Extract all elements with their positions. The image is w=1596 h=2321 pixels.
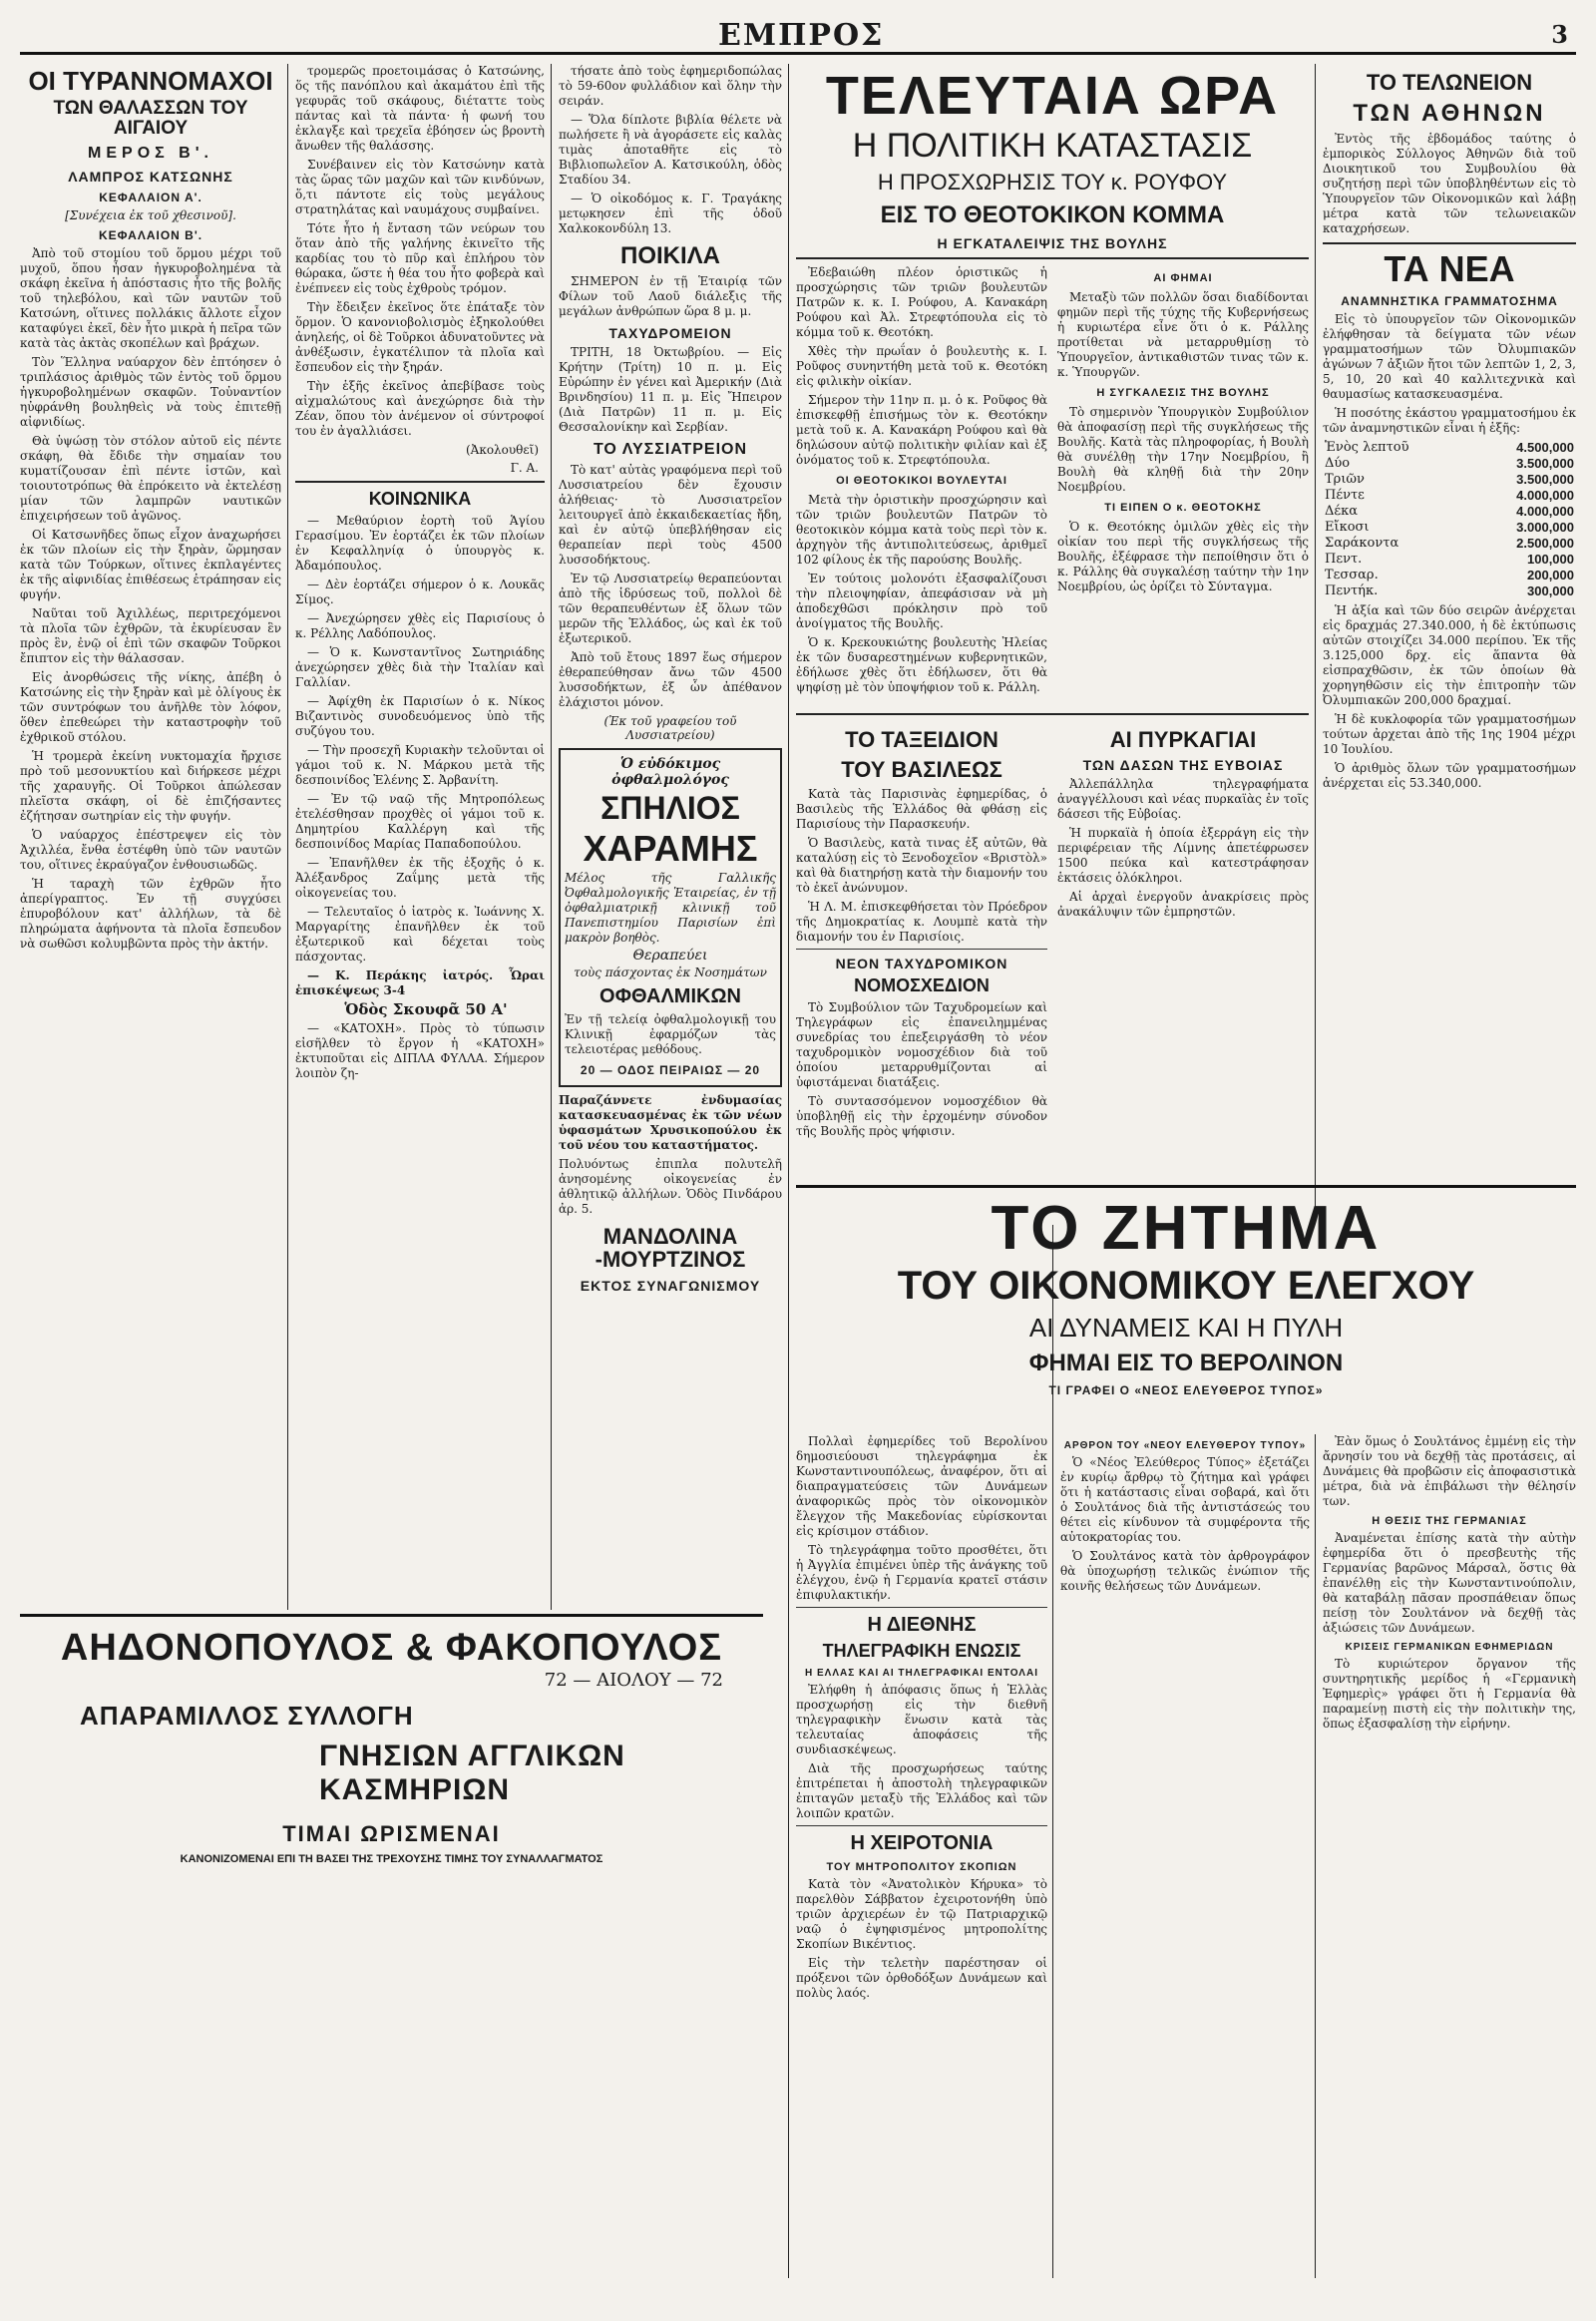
paragraph: Χθὲς τὴν πρωΐαν ὁ βουλευτὴς κ. Ι. Ροῦφος συνηντήθη μετὰ τοῦ κ. Θεοτόκη εἰς φιλικὴν οἰκίαν. (796, 344, 1047, 389)
stamp-quantity: 3.000,000 (1516, 519, 1574, 535)
vouleutai-heading: ΟΙ ΘΕΟΤΟΚΙΚΟΙ ΒΟΥΛΕΥΤΑΙ (836, 475, 1007, 488)
paragraph: Ἀναμένεται ἐπίσης κατὰ τὴν αὐτὴν ἐφημερίδα ὅτι ὁ πρεσβευτὴς τῆς Γερμανίας βαρῶνος Μάρσαλ, ὅστις θὰ ἐπανέλθῃ εἰς τὴν Κωνσταντινούπολιν, θὰ καταβάλῃ πᾶσαν προσπάθειαν ὅπως πείσῃ τὸν Σουλτάνον νὰ δεχθῇ τὰς ἀξιώσεις τῶν Δυνάμεων. (1323, 1531, 1576, 1635)
column-rule (287, 64, 288, 1610)
divider (796, 1825, 1047, 1826)
stamp-quantity: 2.500,000 (1516, 535, 1574, 551)
ad-name-2: ΧΑΡΑΜΗΣ (583, 827, 758, 869)
zitima-deck-2: ΦΗΜΑΙ ΕΙΣ ΤΟ ΒΕΡΟΛΙΝΟΝ (1028, 1350, 1344, 1377)
germany-body (1323, 1531, 1576, 1636)
eipen-heading: ΤΙ ΕΙΠΕΝ Ο κ. ΘΕΟΤΟΚΗΣ (1104, 502, 1262, 515)
paragraph: Συνέβαινεν εἰς τὸν Κατσώνην κατὰ τὰς ὥρας τῶν μαχῶν καὶ τῶν κινδύνων, ὅ,τι πάντοτε εἰς τοὺς μεγάλους στρατηλάτας καὶ ναυμάχους συμβαίνει. (295, 158, 545, 216)
paragraph: Ἡ τρομερὰ ἐκείνη νυκτομαχία ἤρχισε πρὸ τοῦ μεσονυκτίου καὶ διήρκεσε μέχρι τῆς χαραυγῆς. Οἱ Τοῦρκοι ἀπώλεσαν πλεῖστα σκάφη, οἱ δὲ ἐπιζήσαντες ἐζήτησαν σωτηρίαν εἰς τὴν φυγήν. (20, 749, 281, 824)
paragraph: Κατὰ τὸν «Ἀνατολικὸν Κήρυκα» τὸ παρελθὸν Σάββατον ἐχειροτονήθη ὑπὸ τριῶν ἀρχιερέων ἐν τῷ Πατριαρχικῷ ναῷ ὁ ἐψηφισμένος μητροπολίτης Σκοπίων Βικέντιος. (796, 1877, 1047, 1951)
paragraph: Οἱ Κατσωνῆδες ὅπως εἶχον ἀναχωρήσει ἐκ τῶν πλοίων εἰς τὴν ξηρὰν, ὥρμησαν κατὰ τῶν Τούρκων, οἵτινες ἐκπλαγέντες ἐκ τῆς αἰφνιδίας ἐπιθέσεως ἐτράπησαν εἰς φυγήν. (20, 528, 281, 602)
ad-ophthalmikon: ΟΦΘΑΛΜΙΚΩΝ (599, 985, 741, 1008)
kriseis-heading: ΚΡΙΣΕΙΣ ΓΕΡΜΑΝΙΚΩΝ ΕΦΗΜΕΡΙΔΩΝ (1345, 1642, 1554, 1653)
news-item: — Δὲν ἑορτάζει σήμερον ὁ κ. Λουκᾶς Σίμος. (295, 578, 545, 606)
cheirotonia-body (796, 1877, 1047, 2001)
paragraph: — Ὅλα δίπλοτε βιβλία θέλετε νὰ πωλήσετε ἢ νὰ ἀγοράσετε εἰς καλὰς τιμὰς ἀποταθῆτε εἰς τὸ Βιβλιοπωλεῖον Α. Κατσικούλη, ὁδὸς Σταδίου 34. (559, 113, 782, 187)
paragraph: Ἡ ποσότης ἑκάστου γραμματοσήμου ἐκ τῶν ἀναμνηστικῶν εἶναι ἡ ἑξῆς: (1323, 405, 1576, 435)
ad-intro: Ὁ εὐδόκιμος ὀφθαλμολόγος (611, 756, 729, 788)
paragraph: Ὁ ἀριθμὸς ὅλων τῶν γραμματοσήμων ἀνέρχεται εἰς 53.340,000. (1323, 760, 1576, 790)
phimai-heading: ΑΙ ΦΗΜΑΙ (1153, 272, 1213, 285)
cheirotonia-title-1: Η ΧΕΙΡΟΤΟΝΙΑ (850, 1832, 994, 1854)
teloneion-title-1: ΤΟ ΤΕΛΩΝΕΙΟΝ (1366, 70, 1533, 95)
taxidion-title-2: ΤΟΥ ΒΑΣΙΛΕΩΣ (841, 757, 1002, 783)
column-serial (20, 64, 281, 1610)
zitima-body-2 (1323, 1434, 1576, 1509)
ad-more: Ἐν τῇ τελείᾳ ὀφθαλμολογικῇ του Κλινικῇ ἐφαρμόζων τὰς τελειοτέρας μεθόδους. (565, 1012, 776, 1057)
news-item: — Ἀνεχώρησεν χθὲς εἰς Παρισίους ὁ κ. Ρέλλης Λαδόπουλος. (295, 611, 545, 640)
paragraph: ΣΗΜΕΡΟΝ ἐν τῇ Ἑταιρίᾳ τῶν Φίλων τοῦ Λαοῦ διάλεξις τῆς μεγάλων ἀνθρώπων ὥρα 8 μ. μ. (559, 274, 782, 318)
lead-subtitle: Η ΠΟΛΙΤΙΚΗ ΚΑΤΑΣΤΑΣΙΣ (852, 126, 1253, 165)
column-rule (788, 64, 789, 2278)
paragraph: Ἐὰν ὅμως ὁ Σουλτάνος ἐμμένῃ εἰς τὴν ἄρνησίν του νὰ δεχθῇ τὰς προτάσεις, αἱ Δυνάμεις θὰ προβῶσιν εἰς ἀποφασιστικὰ μέτρα, διὰ νὰ ἐπιβάλωσι τὴν θέλησίν των. (1323, 1434, 1576, 1508)
paragraph: Τὴν ἔδειξεν ἐκεῖνος ὅτε ἐπάταξε τὸν ὅρμον. Ὁ κανονιοβολισμὸς ἐξηκολούθει ἀνηλεής, οἱ δὲ Τοῦρκοι ἀδυνατοῦντες νὰ ἀνθέξωσιν, ἐγκατέλιπον τὰ πλοῖα καὶ ἔσπευδον εἰς τὴν ξηράν. (295, 300, 545, 374)
news-item: — Ἐν τῷ ναῷ τῆς Μητροπόλεως ἐτελέσθησαν προχθὲς οἱ γάμοι τοῦ κ. Δημητρίου Καλλέργη καὶ τῆς δεσποινίδος Μαρίας Παπαδοπούλου. (295, 792, 545, 851)
divider (796, 713, 1309, 715)
lead-body-left (796, 265, 1047, 699)
kashmir-advertisement (20, 1614, 763, 1916)
column-rule (1315, 64, 1316, 1221)
table-row (1323, 456, 1576, 472)
column-right (1323, 64, 1576, 1221)
nea-body-2 (1323, 603, 1576, 791)
news-item: — Ἀφίχθη ἐκ Παρισίων ὁ κ. Νίκος Βιζαντινὸς συνοδευόμενος ὑπὸ τῆς συζύγου του. (295, 694, 545, 738)
paragraph: Ἡ ταραχὴ τῶν ἐχθρῶν ἦτο ἀπερίγραπτος. Ἐν τῇ συγχύσει ἐπυροβόλουν κατ' ἀλλήλων, τὰ δὲ πληρώματα ἀφήνοντα τὰ πλοῖα ἔσπευδον νὰ σωθῶσι κολυμβῶντα πρὸς τὴν ἀκτήν. (20, 877, 281, 952)
column-rule (1315, 1434, 1316, 2278)
paragraph: Σήμερον τὴν 11ην π. μ. ὁ κ. Ροῦφος θὰ ἐπισκεφθῇ ἐπισήμως τὸν κ. Θεοτόκην μετὰ τοῦ κ. Α. Κανακάρη Ρούφου καὶ θὰ δηλώσουν αὐτῷ πολιτικὴν φιλίαν καὶ ἐξ ὀνόματος τοῦ κ. Στρεφτόπουλα. (796, 393, 1047, 468)
news-item: — Τελευταῖος ὁ ἰατρὸς κ. Ἰωάννης Χ. Μαργαρίτης ἐπανῆλθεν ἐκ τοῦ ἐξωτερικοῦ καὶ δέχεται τοὺς πάσχοντας. (295, 905, 545, 964)
lead-title: ΤΕΛΕΥΤΑΙΑ ΩΡΑ (825, 66, 1280, 126)
zitima-deck-3: ΤΙ ΓΡΑΦΕΙ Ο «ΝΕΟΣ ΕΛΕΥΘΕΡΟΣ ΤΥΠΟΣ» (1048, 1383, 1324, 1398)
table-row (1323, 568, 1576, 583)
divider (796, 257, 1309, 259)
ophthalmologist-ad (559, 748, 782, 1087)
lower-middle (796, 1434, 1047, 2278)
paragraph: Ἡ Λ. Μ. ἐπισκεφθήσεται τὸν Πρόεδρον τῆς Δημοκρατίας κ. Λουμπὲ κατὰ τὴν διαμονήν του ἐν Παρισίοις. (796, 900, 1047, 945)
ad-prices: ΤΙΜΑΙ ΩΡΙΣΜΕΝΑΙ (282, 1821, 501, 1846)
kriseis-body (1323, 1657, 1576, 1732)
furniture-ad: Πολυόντως ἐπιπλα πολυτελῆ ἀνησομένης οἰκογενείας ἐν ἀθλητικῷ ἀλλήλων. Ὁδὸς Πινδάρου ἀρ. 5. (559, 1157, 782, 1217)
tachy-body (796, 1000, 1047, 1139)
stamp-label: Εἴκοσι (1325, 519, 1370, 535)
paragraph: Εἰς τὸ ὑπουργεῖον τῶν Οἰκονομικῶν ἐλήφθησαν τὰ δείγματα τῶν νέων γραμματοσήμων τῶν Ὀλυμπιακῶν ἀγώνων 7 ἀξιῶν ἤτοι τῶν λεπτῶν 1, 2, 3, 5, 10, 20 καὶ 40 καλλιτεχνικὰ καὶ θαυμασίως κατασκευασμένα. (1323, 311, 1576, 401)
paragraph: τρομερῶς προετοιμάσας ὁ Κατσώνης, ὅς τῆς πανόπλου καὶ ἀκαμάτου ἐπὶ τῆς γεφυρᾶς τοῦ σκάφους, διέταττε τοὺς πάντας καὶ τὰ πάντα· ἡ φωνή του ἐκλαγξε καὶ τρεχεῖα ἐβόησεν ὡς βροντὴ ἄνωθεν τῆς θαλάσσης. (295, 64, 545, 153)
page-number: 3 (1551, 20, 1568, 49)
divider (1323, 242, 1576, 244)
stamp-quantity: 3.500,000 (1516, 471, 1574, 487)
lead-article (796, 64, 1309, 1221)
misc-top (559, 64, 782, 236)
table-row (1323, 536, 1576, 552)
stamp-label: Πεντ. (1325, 551, 1363, 567)
paragraph: Διὰ τῆς προσχωρήσεως ταύτης ἐπιτρέπεται ἡ ἀποστολὴ τηλεγραφικῶν ἐπιταγῶν μεταξὺ τῆς Ἑλλάδος καὶ τῶν λοιπῶν κρατῶν. (796, 1761, 1047, 1820)
paragraph: Ὁ Σουλτάνος κατὰ τὸν ἀρθρογράφον θὰ ὑποχωρήσῃ τελικῶς ἐνώπιον τῆς κοινῆς θελήσεως τῶν Δυνάμεων. (1060, 1549, 1310, 1593)
paragraph: Ἀπὸ τοῦ ἔτους 1897 ἕως σήμερον ἐθεραπεύθησαν ἄνω τῶν 4500 λυσσοδήκτων, ἐξ ὧν ἀπέθανον ἐλάχιστοι μόνον. (559, 650, 782, 709)
ad-name-1: ΣΠΗΛΙΟΣ (600, 790, 740, 826)
stamp-quantity: 4.000,000 (1516, 487, 1574, 503)
stamp-label: Τριῶν (1325, 471, 1365, 487)
nea-subtitle: ΑΝΑΜΝΗΣΤΙΚΑ ΓΡΑΜΜΑΤΟΣΗΜΑ (1341, 293, 1558, 308)
serial-continued: [Συνέχεια ἐκ τοῦ χθεσινοῦ]. (65, 208, 236, 223)
lead-deck-2: ΕΙΣ ΤΟ ΘΕΟΤΟΚΙΚΟΝ ΚΟΜΜΑ (880, 201, 1225, 229)
zitima-header (796, 1185, 1576, 1427)
nea-title: ΤΑ ΝΕΑ (1384, 248, 1515, 289)
serial-title-2: ΤΩΝ ΘΑΛΑΣΣΩΝ ΤΟΥ ΑΙΓΑΙΟΥ (53, 98, 248, 140)
germany-heading: Η ΘΕΣΙΣ ΤΗΣ ΓΕΡΜΑΝΙΑΣ (1372, 1515, 1527, 1527)
tachydromeion-heading: ΤΑΧΥΔΡΟΜΕΙΟΝ (608, 325, 732, 341)
koinonika-heading: ΚΟΙΝΩΝΙΚΑ (368, 489, 472, 509)
paragraph: Ὁ κ. Κρεκουκιώτης βουλευτὴς Ἠλείας ἐκ τῶν δυσαρεστημένων κυβερνητικῶν, ἐδήλωσε χθὲς ὅτι ἐδήλωσεν, ὅτι θὰ ψηφίσῃ μὲ τὸν ὑποψήφιον τοῦ κ. Ράλλη. (796, 635, 1047, 695)
ad-text: Μέλος τῆς Γαλλικῆς Ὀφθαλμολογικῆς Ἑταιρείας, ἐν τῇ ὀφθαλμιατρικῇ κλινικῇ τοῦ Πανεπιστημίου Παρισίων ἐπὶ μακρὸν βοηθὸς. (565, 871, 776, 946)
tailor-ad: Παραζάννετε ἐνδυμασίας κατασκευασμένας ἐκ τῶν νέων ὑφασμάτων Χρυσικοπούλου ἐκ τοῦ νέου του καταστήματος. (559, 1093, 782, 1153)
paragraph: Ἡ πυρκαϊὰ ἡ ὁποία ἐξερράγη εἰς τὴν περιφέρειαν τῆς Λίμνης ἀπετέφρωσεν 1500 πεύκα καὶ κατεστράφησαν ἑκτάσεις ὁλόκληροι. (1057, 826, 1309, 886)
paragraph: Εἰς τὴν τελετὴν παρέστησαν οἱ πρόξενοι τῶν ὀρθοδόξων Δυνάμεων καὶ πολὺς λαός. (796, 1956, 1047, 2000)
ad-therapeuei: Θεραπεύει (632, 948, 708, 965)
lyssiatreion-body (559, 463, 782, 710)
typos-body (1060, 1455, 1310, 1594)
teloneion-title-2: ΤΩΝ ΑΘΗΝΩΝ (1353, 100, 1546, 127)
ad-prices-note: ΚΑΝΟΝΙΖΟΜΕΝΑΙ ΕΠΙ ΤΗ ΒΑΣΕΙ ΤΗΣ ΤΡΕΧΟΥΣΗΣ ΤΙΜΗΣ ΤΟΥ ΣΥΝΑΛΛΑΓΜΑΤΟΣ (180, 1853, 603, 1865)
stamp-quantity: 300,000 (1527, 582, 1574, 598)
paragraph: Τὴν ἑξῆς ἐκεῖνος ἀπεβίβασε τοὺς αἰχμαλώτους καὶ ἀνεχώρησε διὰ τὴν Ζέαν, ὅπου τὸν ἀνέμενον οἱ σύντροφοί του ἐν ἀγαλλιάσει. (295, 379, 545, 438)
poikila-body (559, 274, 782, 319)
ad-company: ΑΗΔΟΝΟΠΟΥΛΟΣ & ΦΑΚΟΠΟΥΛΟΣ (60, 1627, 723, 1669)
serial-chapter-b: ΚΕΦΑΛΑΙΟΝ Β'. (98, 228, 203, 243)
news-item: — Ἐπανῆλθεν ἐκ τῆς ἐξοχῆς ὁ κ. Ἀλέξανδρος Ζαΐμης μετὰ τῆς οἰκογενείας του. (295, 856, 545, 900)
news-item: — Ὁ κ. Κωνσταντῖνος Σωτηριάδης ἀνεχώρησεν χθὲς διὰ τὴν Ἰταλίαν καὶ Γαλλίαν. (295, 645, 545, 689)
news-item: — Τὴν προσεχῆ Κυριακὴν τελοῦνται οἱ γάμοι τοῦ κ. Ν. Μάρκου μετὰ τῆς δεσποινίδος Ἑλένης Σ. Ἀρβανίτη. (295, 743, 545, 787)
stamp-label: Ἑνὸς λεπτοῦ (1325, 439, 1409, 455)
paragraph: — Ὁ οἰκοδόμος κ. Γ. Τραγάκης μετῳκησεν ἐπὶ τῆς ὁδοῦ Χαλκοκονδύλη 13. (559, 192, 782, 235)
zitima-subtitle: ΤΟΥ ΟΙΚΟΝΟΜΙΚΟΥ ΕΛΕΓΧΟΥ (897, 1264, 1475, 1309)
lyssiatreion-heading: ΤΟ ΛΥΣΣΙΑΤΡΕΙΟΝ (593, 441, 748, 458)
paragraph: Ὁ ναύαρχος ἐπέστρεψεν εἰς τὸν Ἀχιλλέα, ἔνθα ἐστέφθη ὑπὸ τῶν ναυτῶν του, οἵτινες ἐκραύγαζον ἐνθουσιωδῶς. (20, 828, 281, 873)
paragraph: Θὰ ὑψώσῃ τὸν στόλον αὐτοῦ εἰς πέντε σκάφη, θὰ ἔδιδε τὴν σημαίαν του κυματίζουσαν ἐπὶ πέντε ἱστῶν, καὶ τοιουτοτρόπως θὰ ἐπρόκειτο νὰ ἐκτελέσῃ μίαν τῶν λαμπρῶν ναυτικῶν ἐπιχειρήσεων τοῦ ἀγῶνος. (20, 434, 281, 524)
pyrkaiai-article (1057, 721, 1309, 1143)
zitima-body-1 (796, 1434, 1047, 1603)
paragraph: Ἡ ἀξία καὶ τῶν δύο σειρῶν ἀνέρχεται εἰς δραχμάς 27.340.000, ἡ δὲ ἐκτύπωσις αὐτῶν στοιχίζει 34.000 περίπου. Ἐκ τῆς 3.125,000 δρχ. εἰς ἅπαντα θὰ εἰσπραχθῶσιν, ἐκ τῶν ὁποίων θὰ χορηγηθῶσιν εἰς τὴν ἐπιτροπὴν τῶν Ὀλυμπιακῶν 200,000 δραχμαί. (1323, 602, 1576, 707)
serial-part: ΜΕΡΟΣ Β'. (88, 145, 213, 163)
serial-body-cont (295, 64, 545, 439)
stamp-quantity: 4.000,000 (1516, 503, 1574, 519)
column-misc (559, 64, 782, 1610)
divider (295, 481, 545, 483)
stamp-quantity: 3.500,000 (1516, 455, 1574, 471)
stamp-label: Δέκα (1325, 503, 1359, 519)
news-item: Ὁδὸς Σκουφᾶ 50 Α' (344, 1000, 508, 1018)
paragraph: Τὸ σημερινὸν Ὑπουργικὸν Συμβούλιον θὰ ἀποφασίσῃ περὶ τῆς συγκλήσεως τῆς Βουλῆς. Κατὰ τὰς πληροφορίας, ἡ Βουλὴ θὰ συνέλθῃ τὴν 17ην Νοεμβρίου, ἢ Βουλὴ θὰ κληθῇ διὰ τὴν 20ην Νοεμβρίου. (1057, 405, 1309, 495)
table-row (1323, 488, 1576, 504)
stamp-quantity: 100,000 (1527, 551, 1574, 567)
paragraph: Ὁ Βασιλεὺς, κατὰ τινας ἐξ αὐτῶν, θὰ καταλύσῃ εἰς τὸ Ξενοδοχεῖον «Βριστὸλ» καὶ θὰ διατηρήσῃ κατὰ τὴν διαμονήν του τὸ ἐκεῖ ἀνώνυμον. (796, 836, 1047, 896)
paragraph: ΤΡΙΤΗ, 18 Ὀκτωβρίου. — Εἰς Κρήτην (Τρίτη) 10 π. μ. Εἰς Εὐρώπην ἐν γένει καὶ Ἀμερικήν (Διὰ Βρινδησίου) 11 π. μ. Εἰς Ἤπειρον (Διὰ Πατρῶν) 11 π. μ. Εἰς Θεσσαλονίκην καὶ Σερβίαν. (559, 345, 782, 434)
lower-center (1060, 1434, 1310, 2278)
tachy-title-2: ΝΟΜΟΣΧΕΔΙΟΝ (854, 975, 990, 996)
paragraph: Ἐν τούτοις μολονότι ἐξασφαλίζουσι τὴν πλειοψηφίαν, ἀπεφάσισαν νὰ μὴ ἀποδεχθῶσι πρόκλησιν πρὸ τοῦ ἀνοίγματος τῆς Βουλῆς. (796, 572, 1047, 631)
paragraph: Ἐδεβαιώθη πλέον ὁριστικῶς ἡ προσχώρησις τῶν τριῶν βουλευτῶν Πατρῶν κ. κ. Ι. Ρούφου, Α. Κανακάρη Ρούφου καὶ Ἀλ. Στρεφτόπουλα εἰς τὸ κόμμα τοῦ κ. Θεοτόκη. (796, 265, 1047, 340)
paragraph: Κατὰ τὰς Παρισινὰς ἐφημερίδας, ὁ Βασιλεὺς τῆς Ἑλλάδος θὰ φθάσῃ εἰς Παρισίους τὴν Παρασκευήν. (796, 787, 1047, 832)
nea-body (1323, 312, 1576, 436)
paragraph: Ὁ κ. Θεοτόκης ὁμιλῶν χθὲς εἰς τὴν οἰκίαν του περὶ τῆς συγκλήσεως τῆς Βουλῆς, ἐξέφρασε τὴν πεποίθησιν ὅτι ὁ κ. Ράλλης θὰ συγκαλέσῃ ταύτην τὴν 1ην Νοεμβρίου, ὡς ὁρίζει τὸ Σύνταγμα. (1057, 520, 1309, 594)
serial-signature: Γ. Α. (510, 461, 539, 475)
lead-deck-3: Η ΕΓΚΑΤΑΛΕΙΨΙΣ ΤΗΣ ΒΟΥΛΗΣ (937, 235, 1168, 252)
stamp-label: Σαράκοντα (1325, 535, 1399, 551)
taxidion-title-1: ΤΟ ΤΑΞΕΙΔΙΟΝ (845, 727, 998, 753)
ad-address: 20 — ΟΔΟΣ ΠΕΙΡΑΙΩΣ — 20 (580, 1063, 761, 1078)
paragraph: Ἐλήφθη ἡ ἀπόφασις ὅπως ἡ Ἑλλὰς προσχωρήσῃ εἰς τὴν διεθνῆ τηλεγραφικὴν ἕνωσιν κατὰ τὰς τελευταίας ἀποφάσεις τῆς συνδιασκέψεως. (796, 1683, 1047, 1756)
ad-address: 72 — ΑΙΟΛΟΥ — 72 (544, 1670, 723, 1691)
cheirotonia-title-2: ΤΟΥ ΜΗΤΡΟΠΟΛΙΤΟΥ ΣΚΟΠΙΩΝ (826, 1861, 1017, 1873)
diethnis-title-1: Η ΔΙΕΘΝΗΣ (867, 1614, 977, 1636)
ad-kashmir: ΓΝΗΣΙΩΝ ΑΓΓΛΙΚΩΝ ΚΑΣΜΗΡΙΩΝ (319, 1740, 625, 1806)
diethnis-title-3: Η ΕΛΛΑΣ ΚΑΙ ΑΙ ΤΗΛΕΓΡΑΦΙΚΑΙ ΕΝΤΟΛΑΙ (805, 1668, 1038, 1679)
diethnis-body (796, 1683, 1047, 1821)
diethnis-title-2: ΤΗΛΕΓΡΑΦΙΚΗ ΕΝΩΣΙΣ (822, 1641, 1021, 1661)
stamp-label: Πέντε (1325, 487, 1365, 503)
divider (796, 1607, 1047, 1608)
paragraph: Τὸ κυριώτερον ὄργανον τῆς συντηρητικῆς μερίδος ἡ «Γερμανικὴ Ἐφημερὶς» γράφει ὅτι ἡ Γερμανία θὰ παραμείνῃ πιστὴ εἰς τὴν πολιτικὴν της, ὅπως ἐξασφαλίσῃ τὴν εἰρήνην. (1323, 1657, 1576, 1731)
paragraph: Τὸ συντασσόμενον νομοσχέδιον θὰ ὑποβληθῇ εἰς τὴν ἐρχομένην σύνοδον τῆς Βουλῆς πρὸς ψήφισιν. (796, 1094, 1047, 1139)
koinonika-body (295, 514, 545, 1081)
paragraph: Αἱ ἀρχαὶ ἐνεργοῦν ἀνακρίσεις πρὸς ἀνακάλυψιν τῶν ἐμπρηστῶν. (1057, 890, 1309, 920)
serial-subtitle: ΛΑΜΠΡΟΣ ΚΑΤΣΩΝΗΣ (68, 169, 233, 186)
masthead-title: ΕΜΠΡΟΣ (718, 18, 885, 53)
table-row (1323, 520, 1576, 536)
paragraph: Ναῦται τοῦ Ἀχιλλέως, περιτρεχόμενοι τὰ πλοῖα τῶν ἐχθρῶν, τὰ ἐκυρίευσαν ἓν πρὸς ἓν, ἐνῷ οἱ ἐπὶ τῶν σκαφῶν Τοῦρκοι ἔπιπτον εἰς τὴν θάλασσαν. (20, 606, 281, 666)
divider (796, 949, 1047, 950)
stamp-quantity: 200,000 (1527, 567, 1574, 582)
paragraph: Τὸ κατ' αὐτὰς γραφόμενα περὶ τοῦ Λυσσιατρείου δὲν ἔχουσιν ἀλήθειας· τὸ Λυσσιατρεῖον λειτουργεῖ ἀπὸ ἐκκαιδεκαετίας ἤδη, καὶ ἐν αὐτῷ ὑπεβλήθησαν εἰς θεραπείαν περὶ τοὺς 4500 λυσσοδήκτους. (559, 463, 782, 567)
paragraph: Τὸ τηλεγράφημα τοῦτο προσθέτει, ὅτι ἡ Ἀγγλία ἐπιμένει ὑπὲρ τῆς ἀνάγκης τοῦ ἐλέγχου, ἐνῷ ἡ Γερμανία κρατεῖ στάσιν ἐπιφυλακτικήν. (796, 1543, 1047, 1602)
tachy-title-1: ΝΕΟΝ ΤΑΧΥΔΡΟΜΙΚΟΝ (835, 956, 1008, 972)
synkalesis-heading: Η ΣΥΓΚΑΛΕΣΙΣ ΤΗΣ ΒΟΥΛΗΣ (1096, 387, 1270, 400)
serial-title: ΟΙ ΤΥΡΑΝΝΟΜΑΧΟΙ (28, 66, 273, 96)
news-item: — Μεθαύριον ἑορτὴ τοῦ Ἁγίου Γερασίμου. Ἐν ἑορτάζει ἐκ τῶν πλοίων ἐν Κεφαλληνίᾳ ὁ ὑπουργὸς κ. Ἀδαμόπουλος. (295, 514, 545, 573)
news-item: — «ΚΑΤΟΧΗ». Πρὸς τὸ τύπωσιν εἰσῆλθεν τὸ ἔργον ἡ «ΚΑΤΟΧΗ» ἐκτυποῦται εἰς ΔΙΠΛΑ ΦΥΛΛΑ. Σήμερον λοιπὸν ζη- (295, 1021, 545, 1080)
paragraph: τήσατε ἀπὸ τοὺς ἐφημεριδοπώλας τὸ 59-60ον φυλλάδιον καὶ ὅλην τὴν σειράν. (559, 64, 782, 108)
zitima-title: ΤΟ ΖΗΤΗΜΑ (991, 1194, 1382, 1263)
typos-heading: ΑΡΘΡΟΝ ΤΟΥ «ΝΕΟΥ ΕΛΕΥΘΕΡΟΥ ΤΥΠΟΥ» (1063, 1440, 1307, 1451)
paragraph: Ὁ «Νέος Ἐλεύθερος Τύπος» ἐξετάζει ἐν κυρίῳ ἄρθρῳ τὸ ζήτημα καὶ γράφει ὅτι ἡ κατάστασις εἶναι σοβαρά, καὶ ὅτι ὁ Σουλτάνος διὰ τῆς ἀντιστάσεώς του θέτει εἰς κίνδυνον τὰ συμφέροντα τῆς αὐτοκρατορίας του. (1060, 1455, 1310, 1544)
column-rule (551, 64, 552, 1610)
paragraph: Ἀλλεπάλληλα τηλεγραφήματα ἀναγγέλλουσι καὶ νέας πυρκαϊὰς ἐν τοῖς δάσεσι τῆς Εὐβοίας. (1057, 777, 1309, 822)
lower-right (1323, 1434, 1576, 2278)
stamp-label: Τεσσαρ. (1325, 567, 1379, 582)
pyrkaiai-body (1057, 777, 1309, 920)
paragraph: Ἐντὸς τῆς ἑβδομάδος ταύτης ὁ ἐμπορικὸς Σύλλογος Ἀθηνῶν διὰ τοῦ Διοικητικοῦ του Συμβουλίου θὰ συζητήσῃ περὶ τῶν ὑποβληθέντων εἰς τὸ Ὑπουργεῖον τῶν Οἰκονομικῶν καὶ λάβῃ μέτρα κατὰ τῶν τελωνειακῶν καταχρήσεων. (1323, 132, 1576, 235)
paragraph: Τὸ Συμβούλιον τῶν Ταχυδρομείων καὶ Τηλεγράφων εἰς ἐπανειλημμένας συνεδρίας του ἐπεξειργάσθη τὸ νέον ταχυδρομικὸν νομοσχέδιον διὰ τοῦ ὁποίου μεταρρυθμίζονται αἱ ὑφιστάμεναι διατάξεις. (796, 1000, 1047, 1090)
stamp-quantity: 4.500,000 (1516, 439, 1574, 455)
stamp-label: Δύο (1325, 455, 1351, 471)
tachydromeion-body (559, 345, 782, 435)
taxidion-body (796, 787, 1047, 945)
paragraph: Τότε ἦτο ἡ ἔνταση τῶν νεύρων του ὅταν ἀπὸ τῆς γαλήνης ἐκινεῖτο τῆς καρδίας του τὸ πῦρ καὶ ἐπλήρου τὸν θώρακα, ὥστε ἡ θέα του ἦτο φοβερὰ καὶ ἐνέπνεεν εἰς τοὺς ἐχθροὺς τρόμον. (295, 221, 545, 295)
pyrkaiai-title-2: ΤΩΝ ΔΑΣΩΝ ΤΗΣ ΕΥΒΟΙΑΣ (1082, 757, 1284, 774)
lead-deck-1: Η ΠΡΟΣΧΩΡΗΣΙΣ ΤΟΥ κ. ΡΟΥΦΟΥ (877, 170, 1228, 195)
ad-patients: τοὺς πάσχοντας ἐκ Νοσημάτων (574, 966, 767, 980)
teloneion-body (1323, 132, 1576, 236)
paragraph: Ἐν τῷ Λυσσιατρείῳ θεραπεύονται ἀπὸ τῆς ἱδρύσεως τοῦ, πολλοὶ δὲ τῶν θεραπευθέντων ἐξ ὅλων τῶν μερῶν τῆς Ἑλλάδος, ὡς καὶ ἐκ τοῦ ἐξωτερικοῦ. (559, 572, 782, 645)
table-row (1323, 552, 1576, 568)
zitima-deck-1: ΑΙ ΔΥΝΑΜΕΙΣ ΚΑΙ Η ΠΥΛΗ (1028, 1313, 1344, 1344)
poikila-heading: ΠΟΙΚΙΛΑ (619, 242, 720, 269)
pyrkaiai-title-1: ΑΙ ΠΥΡΚΑΓΙΑΙ (1109, 727, 1257, 753)
serial-chapter-a: ΚΕΦΑΛΑΙΟΝ Α'. (99, 191, 202, 205)
ad-collection: ΑΠΑΡΑΜΙΛΛΟΣ ΣΥΛΛΟΓΗ (80, 1701, 414, 1731)
newspaper-page (20, 18, 1576, 2282)
paragraph: Μεταξὺ τῶν πολλῶν ὅσαι διαδίδονται φημῶν περὶ τῆς τύχης τῆς Κυβερνήσεως ἡ κυριωτέρα εἶνε ὅτι ὁ κ. Ράλλης προτίθεται νὰ μεταρρυθμίσῃ τὸ Ὑπουργεῖον, ἀντικαθιστῶν τινας τῶν κ. κ. Ὑπουργῶν. (1057, 290, 1309, 380)
paragraph: Εἰς ἀνορθώσεις τῆς νίκης, ἀπέβη ὁ Κατσώνης εἰς τὴν ξηρὰν καὶ μὲ ὀλίγους ἐκ τῶν συντρόφων του ἀνῆλθε τὸν λόφον, ὅθεν ἐπεθεώρει τὴν καταστροφὴν τοῦ ἐχθρικοῦ στόλου. (20, 670, 281, 745)
news-item: — Κ. Περάκης ἰατρός. Ὧραι ἐπισκέψεως 3-4 (295, 968, 545, 997)
paragraph: Τὸν Ἕλληνα ναύαρχον δὲν ἐπτόησεν ὁ τριπλάσιος ἀριθμὸς τῶν ἐντὸς τοῦ ὅρμου ἠγκυροβολημένων σκαφῶν. Τοὐναντίον ηὐφράνθη βουληθεὶς νὰ τοὺς ἐπιτεθῇ αἰφνιδίως. (20, 355, 281, 430)
paragraph: Πολλαὶ ἐφημερίδες τοῦ Βερολίνου δημοσιεύουσι τηλεγράφημα ἐκ Κωνσταντινουπόλεως, ἀναφέρον, ὅτι αἱ διαπραγματεύσεις τῶν Δυνάμεων ἀναφορικῶς πρὸς τὸν οἰκονομικὸν ἔλεγχον τῆς Μακεδονίας εὑρίσκονται εἰς κρίσιμον στάδιον. (796, 1434, 1047, 1538)
serial-follows: (Ἀκολουθεῖ) (465, 443, 539, 457)
lyssiatreion-source: (Ἐκ τοῦ γραφείου τοῦ Λυσσιατρείου) (603, 714, 737, 742)
masthead (20, 18, 1576, 55)
lead-body-right (1057, 265, 1309, 699)
stamp-quantities-table (1323, 440, 1576, 599)
stamp-label: Πεντήκ. (1325, 582, 1379, 598)
column-serial-cont (295, 64, 545, 1610)
paragraph: Μετὰ τὴν ὁριστικὴν προσχώρησιν καὶ τῶν τριῶν βουλευτῶν Πατρῶν τὸ θεοτοκικὸν κόμμα κατὰ τοὺς περὶ τὸν κ. ἀρχηγὸν τῆς ἀντιπολιτεύσεως, ἀριθμεῖ 102 φίλους ἐκ τῆς παρούσης Βουλῆς. (796, 493, 1047, 568)
serial-body (20, 246, 281, 952)
paragraph: Ἡ δὲ κυκλοφορία τῶν γραμματοσήμων τούτων ἀρχεται ἀπὸ τῆς 1ης 1904 μέχρι 10 Ἰουλίου. (1323, 711, 1576, 756)
taxidion-article (796, 721, 1047, 1143)
paragraph: Ἀπὸ τοῦ στομίου τοῦ ὅρμου μέχρι τοῦ μυχοῦ, ὅπου ἦσαν ἠγκυροβολημένα τὰ σκάφη ἐκεῖνα ἡ ἀπόστασις ἦτο τῆς βολῆς τοῦ τηλεβόλου, καὶ τῶν ναυτῶν τοῦ Κατσώνη, οἵτινες πολλάκις ἄλλοτε εἶχον καταφύγει ἐκεῖ, δὲν ἦτο μικρὰ ἡ πεῖρα τῶν κατὰ τὰς ἀκτὰς σκοπέλων καὶ βράχων. (20, 246, 281, 351)
table-row (1323, 504, 1576, 520)
mandolin-ad: ΜΑΝΔΟΛΙΝΑ -ΜΟΥΡΤΖΙΝΟΣ (595, 1224, 746, 1273)
mandolin-ad-sub: ΕΚΤΟΣ ΣΥΝΑΓΩΝΙΣΜΟΥ (580, 1277, 761, 1294)
table-row (1323, 472, 1576, 488)
table-row (1323, 583, 1576, 599)
table-row (1323, 440, 1576, 456)
